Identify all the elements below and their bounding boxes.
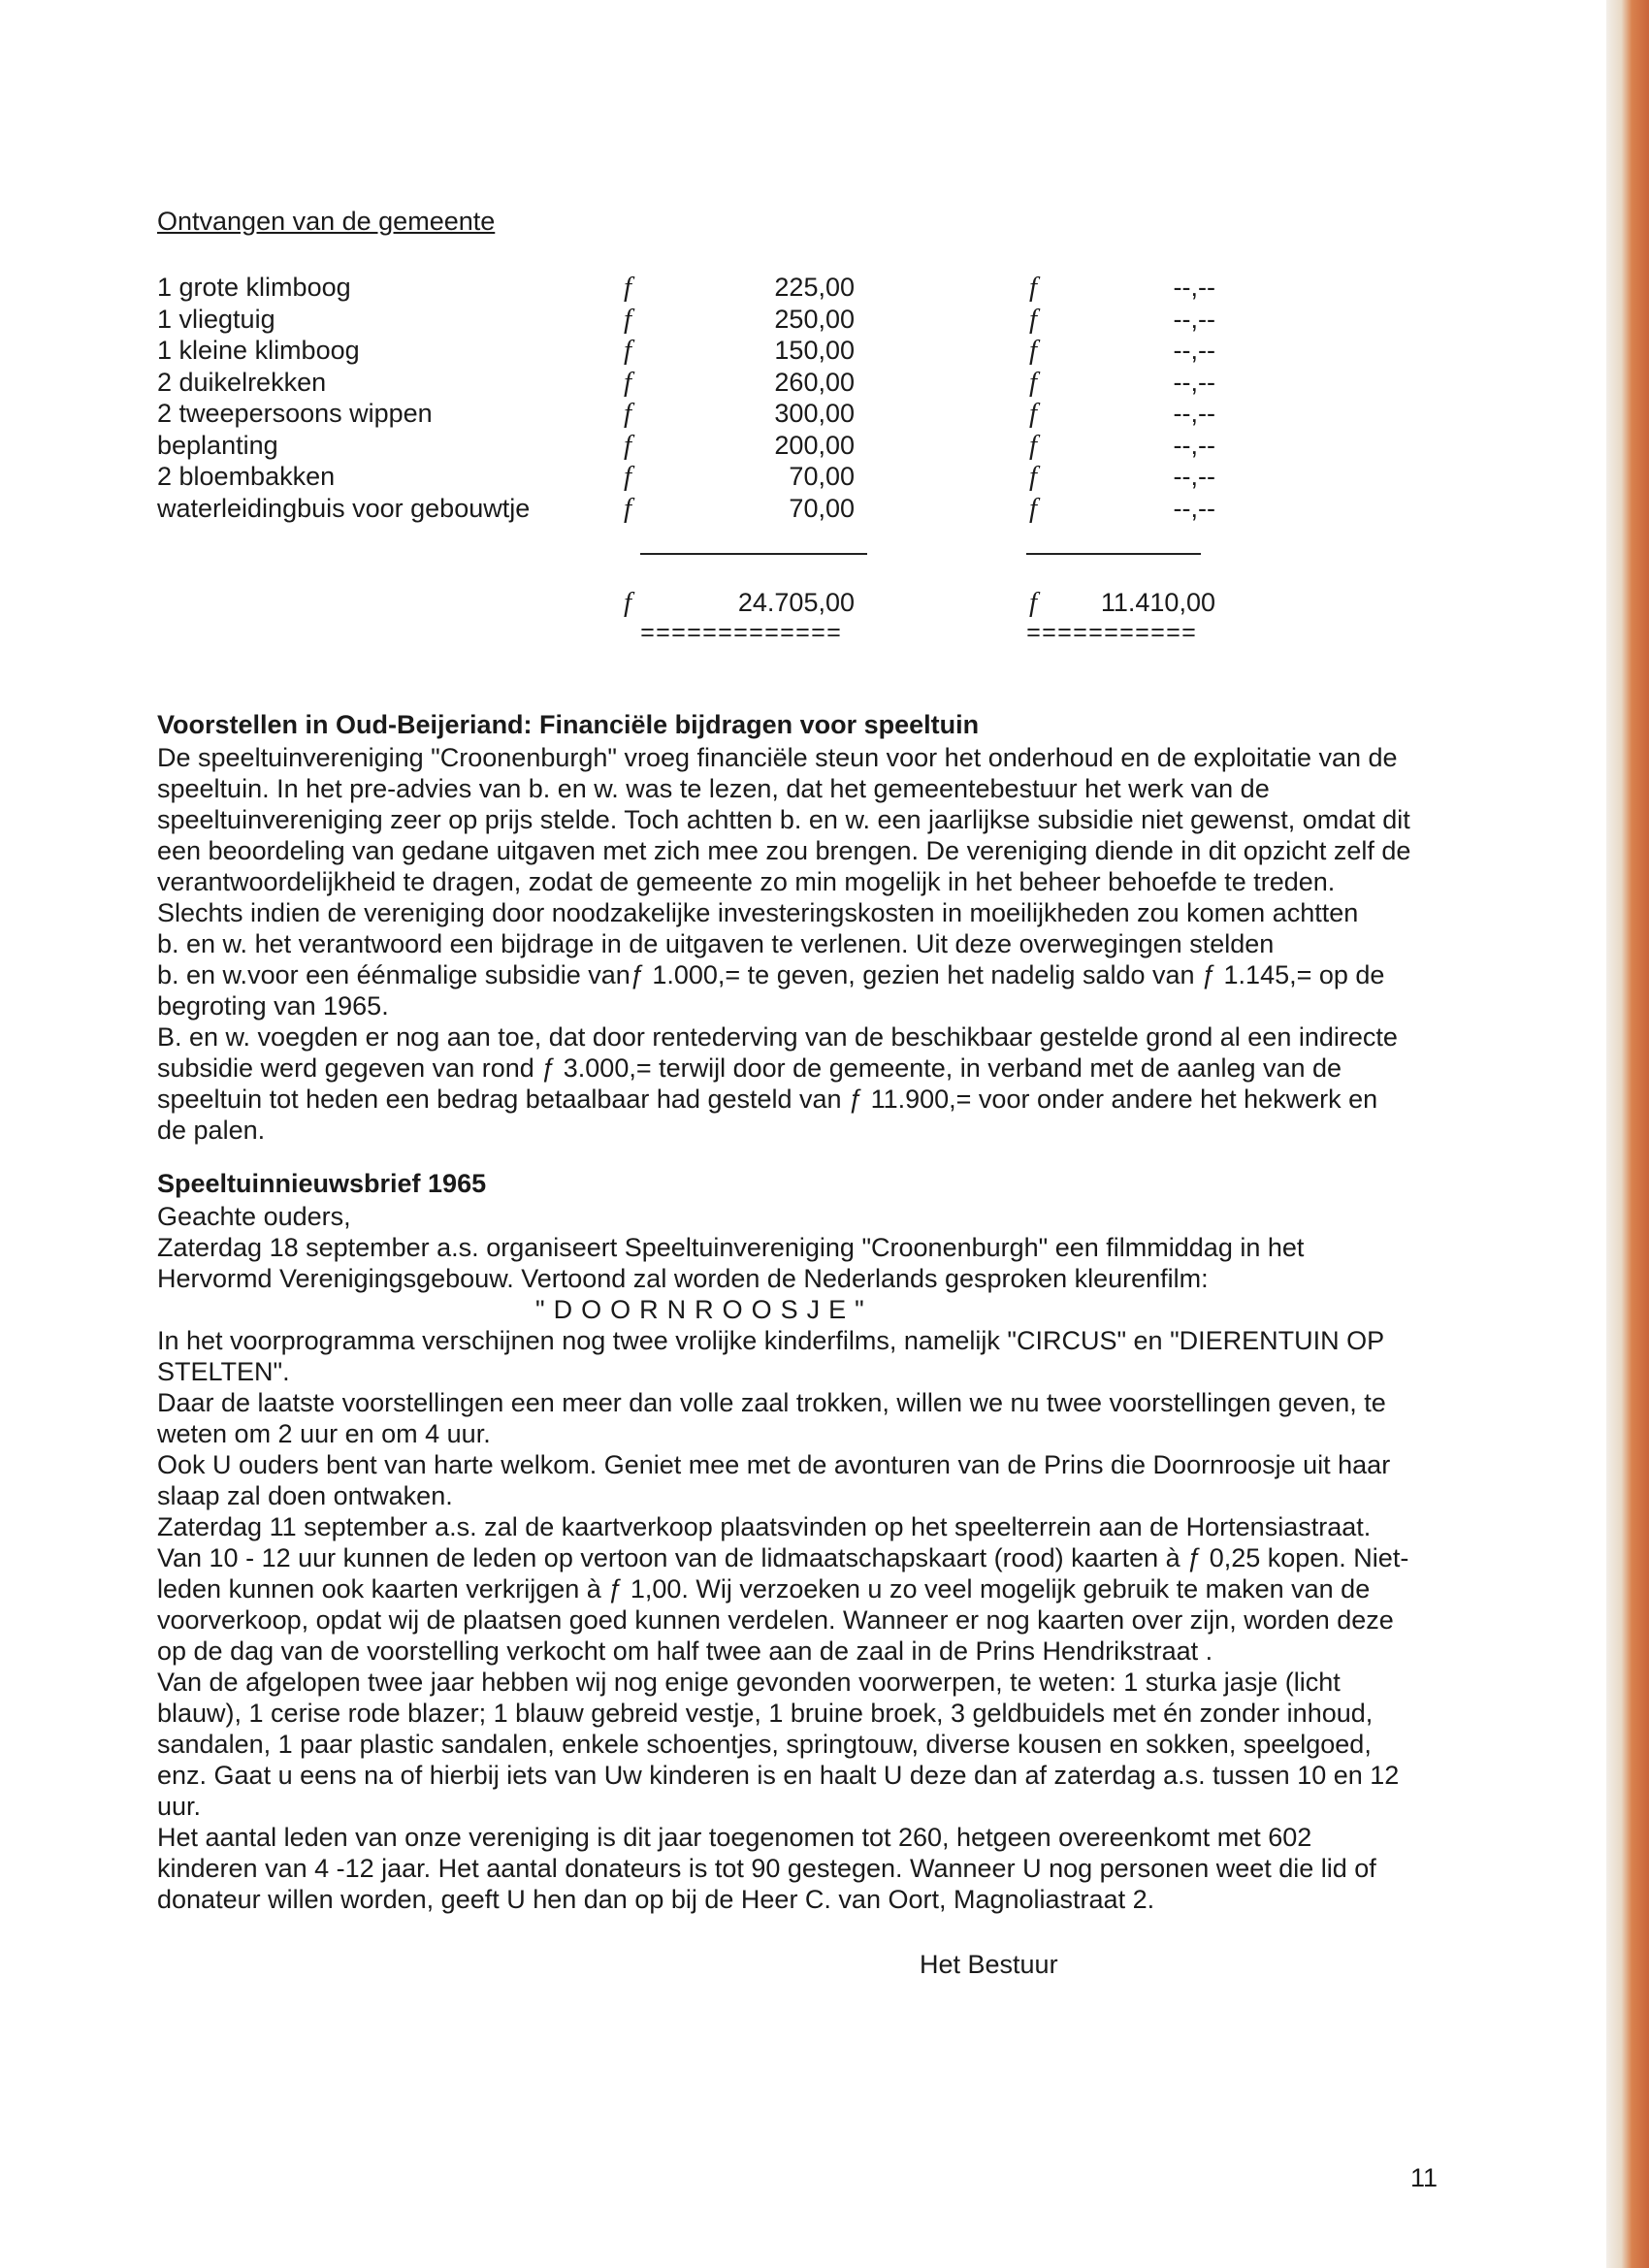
section-body-financial [157,742,1486,1146]
text-line: Zaterdag 18 september a.s. organiseert Speeltuinvereniging "Croonenburgh" een filmmiddag in het [157,1233,1305,1262]
currency-sign: f [1029,587,1038,618]
currency-sign: f [1029,461,1038,492]
text-line: enz. Gaat u eens na of hierbij iets van Uw kinderen is en haalt U deze dan af zaterdag a.s. tussen 10 en 12 [157,1761,1400,1790]
text-line: blauw), 1 cerise rode blazer; 1 blauw gebreid vestje, 1 bruine broek, 3 geldbuidels met én zonder inhoud, [157,1699,1374,1728]
text-line: Van 10 - 12 uur kunnen de leden op vertoon van de lidmaatschapskaart (rood) kaarten à ƒ 0,25 kopen. Niet- [157,1543,1409,1572]
currency-sign: f [1029,429,1038,461]
item-label: 1 grote klimboog [157,273,351,302]
currency-sign: f [624,587,632,618]
currency-sign: f [1029,272,1038,303]
item-amount: 300,00 [774,399,855,428]
currency-sign: f [1029,335,1038,366]
item-amount-2: --,-- [1173,273,1215,302]
item-amount-2: --,-- [1173,399,1215,428]
currency-sign: f [1029,398,1038,429]
section-title-financial: Voorstellen in Oud-Beijeriand: Financiële bijdragen voor speeltuin [157,710,980,739]
text-line: De speeltuinvereniging "Croonenburgh" vroeg financiële steun voor het onderhoud en de exploitatie van de [157,743,1398,772]
item-label: beplanting [157,430,278,460]
received-heading: Ontvangen van de gemeente [157,207,496,236]
text-line: uur. [157,1792,202,1821]
signature: Het Bestuur [920,1950,1058,1979]
item-amount: 260,00 [774,367,855,397]
text-line: b. en w.voor een éénmalige subsidie vanƒ 1.000,= te geven, gezien het nadelig saldo van ƒ 1.145,= op de [157,960,1385,989]
item-label: 1 vliegtuig [157,304,275,334]
currency-sign: f [1029,492,1038,524]
item-amount: 70,00 [789,462,855,491]
total-amount-1: 24.705,00 [737,588,855,617]
currency-sign: f [1029,366,1038,398]
text-line: Van de afgelopen twee jaar hebben wij nog enige gevonden voorwerpen, te weten: 1 sturka jasje (licht [157,1668,1341,1697]
currency-sign: f [624,335,632,366]
currency-sign: f [624,366,632,398]
item-amount-2: --,-- [1173,493,1215,523]
item-amount: 250,00 [774,304,855,334]
text-line: Slechts indien de vereniging door noodzakelijke investeringskosten in moeilijkheden zou komen achtten [157,898,1359,927]
currency-sign: f [1029,303,1038,335]
text-line: de palen. [157,1116,266,1145]
text-line: slaap zal doen ontwaken. [157,1481,453,1510]
text-line: Daar de laatste voorstellingen een meer dan volle zaal trokken, willen we nu twee voorstellingen geven, te [157,1388,1386,1417]
text-line: op de dag van de voorstelling verkocht om half twee aan de zaal in de Prins Hendrikstraat . [157,1636,1213,1666]
text-line: weten om 2 uur en om 4 uur. [157,1419,491,1448]
item-label: 2 bloembakken [157,462,336,491]
text-line: Hervormd Verenigingsgebouw. Vertoond zal worden de Nederlands gesproken kleurenfilm: [157,1264,1209,1293]
double-rule-2: =========== [1026,620,1198,648]
currency-sign: f [624,272,632,303]
text-line: sandalen, 1 paar plastic sandalen, enkele schoentjes, springtouw, diverse kousen en sokken, speelgoed, [157,1730,1372,1759]
text-line: Geachte ouders, [157,1202,351,1231]
text-line: speeltuinvereniging zeer op prijs stelde. Toch achtten b. en w. een jaarlijkse subsidie niet gewenst, omdat dit [157,805,1410,834]
item-label: 2 tweepersoons wippen [157,399,433,428]
text-line: In het voorprogramma verschijnen nog twee vrolijke kinderfilms, namelijk "CIRCUS" en "DIERENTUIN OP [157,1326,1385,1355]
double-rule-1: ============= [640,620,843,648]
item-label: waterleidingbuis voor gebouwtje [157,493,531,523]
text-line: speeltuin tot heden een bedrag betaalbaar had gesteld van ƒ 11.900,= voor onder andere het hekwerk en [157,1085,1378,1114]
item-amount-2: --,-- [1173,430,1215,460]
item-amount: 70,00 [789,493,855,523]
currency-sign: f [624,303,632,335]
item-amount: 200,00 [774,430,855,460]
item-amount: 225,00 [774,273,855,302]
page-number: 11 [1410,2163,1439,2192]
text-line: donateur willen worden, geeft U hen dan op bij de Heer C. van Oort, Magnoliastraat 2. [157,1885,1155,1914]
currency-sign: f [624,429,632,461]
subtotal-rule-2 [1026,553,1201,555]
newsletter-body [157,1201,1486,1915]
text-line: Zaterdag 11 september a.s. zal de kaartverkoop plaatsvinden op het speelterrein aan de Hortensiastraat. [157,1512,1372,1541]
text-line: begroting van 1965. [157,991,389,1021]
item-amount-2: --,-- [1173,304,1215,334]
text-line: speeltuin. In het pre-advies van b. en w. was te lezen, dat het gemeentebestuur het werk van de [157,774,1270,803]
currency-sign: f [624,398,632,429]
text-line: B. en w. voegden er nog aan toe, dat door rentederving van de beschikbaar gestelde grond al een indirecte [157,1022,1398,1052]
text-line: Ook U ouders bent van harte welkom. Geniet mee met de avonturen van de Prins die Doornroosje uit haar [157,1450,1391,1479]
total-amount-2: 11.410,00 [1100,588,1215,617]
item-amount: 150,00 [774,336,855,365]
text-line: STELTEN". [157,1357,290,1386]
film-title: "DOORNROOSJE" [535,1295,873,1324]
subtotal-rule-1 [640,553,867,555]
text-line: Het aantal leden van onze vereniging is dit jaar toegenomen tot 260, hetgeen overeenkomt met 602 [157,1823,1312,1852]
item-label: 2 duikelrekken [157,367,327,397]
text-line: verantwoordelijkheid te dragen, zodat de gemeente zo min mogelijk in het beheer behoefde te treden. [157,867,1336,896]
currency-sign: f [624,492,632,524]
item-amount-2: --,-- [1173,367,1215,397]
text-line: voorverkoop, opdat wij de plaatsen goed kunnen verdelen. Wanneer er nog kaarten over zijn, worden deze [157,1605,1394,1635]
item-amount-2: --,-- [1173,462,1215,491]
text-line: kinderen van 4 -12 jaar. Het aantal donateurs is tot 90 gestegen. Wanneer U nog personen weet die lid of [157,1854,1376,1883]
currency-sign: f [624,461,632,492]
text-line: een beoordeling van gedane uitgaven met zich mee zou brengen. De vereniging diende in dit opzicht zelf de [157,836,1411,865]
item-label: 1 kleine klimboog [157,336,360,365]
section-title-newsletter: Speeltuinnieuwsbrief 1965 [157,1169,487,1198]
text-line: subsidie werd gegeven van rond ƒ 3.000,= terwijl door de gemeente, in verband met de aanleg van de [157,1053,1342,1083]
item-amount-2: --,-- [1173,336,1215,365]
text-line: leden kunnen ook kaarten verkrijgen à ƒ 1,00. Wij verzoeken u zo veel mogelijk gebruik te maken van de [157,1574,1371,1604]
text-line: b. en w. het verantwoord een bijdrage in de uitgaven te verlenen. Uit deze overwegingen stelden [157,929,1275,958]
